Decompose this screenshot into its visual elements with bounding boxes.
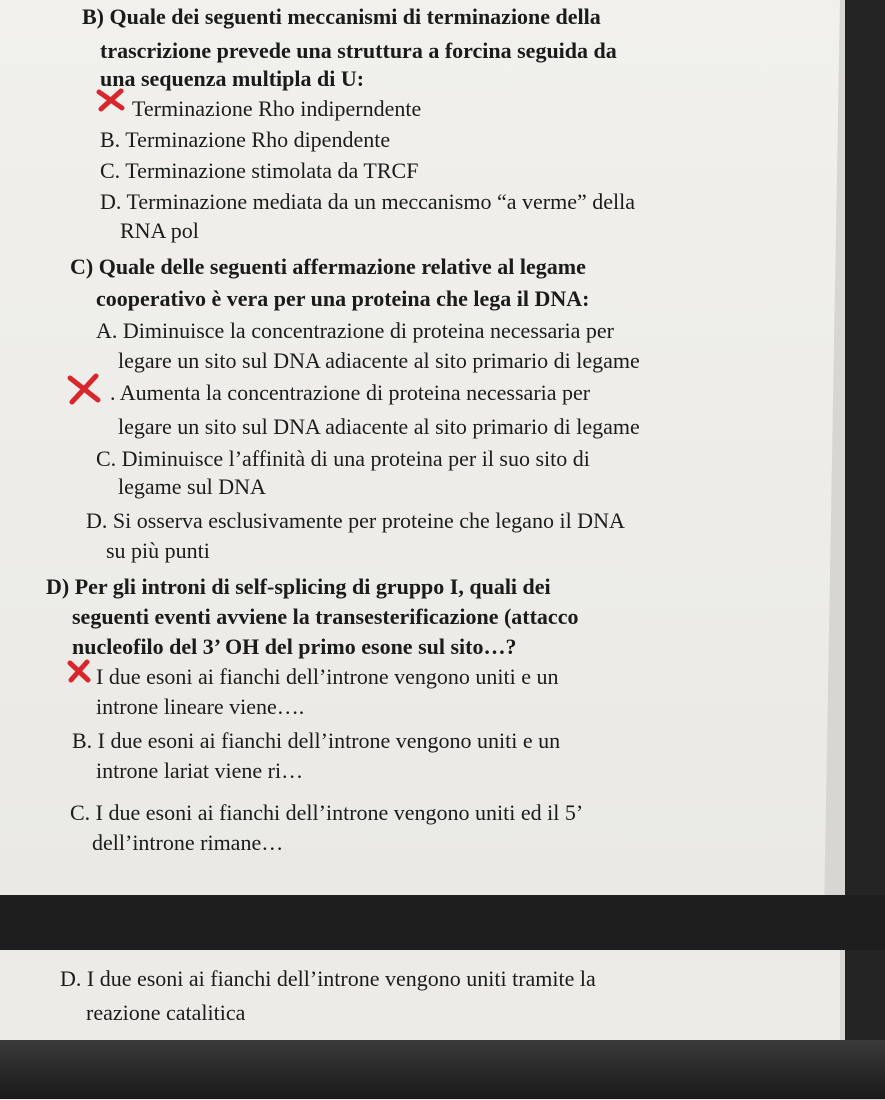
question-c-option-d-cont: su più punti bbox=[106, 538, 210, 563]
question-c-option-a-cont: legare un sito sul DNA adiacente al sito primario di legame bbox=[118, 348, 640, 373]
question-d-option-a: I due esoni ai fianchi dell’introne vengono uniti e un bbox=[96, 664, 559, 689]
cross-mark-icon bbox=[64, 372, 104, 406]
question-d-option-c-cont: dell’introne rimane… bbox=[92, 830, 284, 855]
question-c-option-c: C. Diminuisce l’affinità di una proteina per il suo sito di bbox=[96, 446, 590, 471]
question-b-option-b: B. Terminazione Rho dipendente bbox=[100, 127, 391, 152]
question-b-option-c: C. Terminazione stimolata da TRCF bbox=[100, 158, 419, 183]
page-fold bbox=[0, 895, 885, 950]
question-c-option-c-cont: legame sul DNA bbox=[118, 474, 266, 499]
question-c-text-2: cooperativo è vera per una proteina che lega il DNA: bbox=[96, 286, 590, 311]
question-c-text-1: C) Quale delle seguenti affermazione relative al legame bbox=[70, 254, 586, 279]
question-d-text-3: nucleofilo del 3’ OH del primo esone sul sito…? bbox=[72, 634, 517, 659]
question-b-option-d: D. Terminazione mediata da un meccanismo “a verme” della bbox=[100, 189, 635, 214]
question-c-option-d: D. Si osserva esclusivamente per proteine che legano il DNA bbox=[86, 508, 625, 533]
question-d-option-a-cont: introne lineare viene…. bbox=[96, 694, 305, 719]
question-d-text-2: seguenti eventi avviene la transesterificazione (attacco bbox=[72, 604, 579, 629]
cross-mark-icon bbox=[66, 658, 92, 684]
bottom-shadow bbox=[0, 1040, 885, 1099]
question-d-text-1: D) Per gli introni di self-splicing di gruppo I, quali dei bbox=[46, 574, 551, 599]
question-d-option-d-cont: reazione catalitica bbox=[86, 1000, 246, 1025]
question-d-option-d: D. I due esoni ai fianchi dell’introne vengono uniti tramite la bbox=[60, 966, 596, 991]
question-c-option-b: . Aumenta la concentrazione di proteina necessaria per bbox=[110, 380, 591, 405]
question-c-option-b-cont: legare un sito sul DNA adiacente al sito primario di legame bbox=[118, 414, 640, 439]
question-b-option-a: Terminazione Rho indiperndente bbox=[132, 96, 422, 121]
question-b-text-1: B) Quale dei seguenti meccanismi di terminazione della bbox=[82, 4, 601, 29]
question-b-text-3: una sequenza multipla di U: bbox=[100, 66, 365, 91]
question-b-option-d-cont: RNA pol bbox=[120, 218, 199, 243]
question-d-option-b-cont: introne lariat viene ri… bbox=[96, 758, 304, 783]
cross-mark-icon bbox=[96, 88, 126, 112]
question-c-option-a: A. Diminuisce la concentrazione di proteina necessaria per bbox=[96, 318, 614, 343]
question-d-option-b: B. I due esoni ai fianchi dell’introne vengono uniti e un bbox=[72, 728, 561, 753]
question-b-text-2: trascrizione prevede una struttura a forcina seguida da bbox=[100, 38, 617, 63]
question-d-option-c: C. I due esoni ai fianchi dell’introne vengono uniti ed il 5’ bbox=[70, 800, 584, 825]
